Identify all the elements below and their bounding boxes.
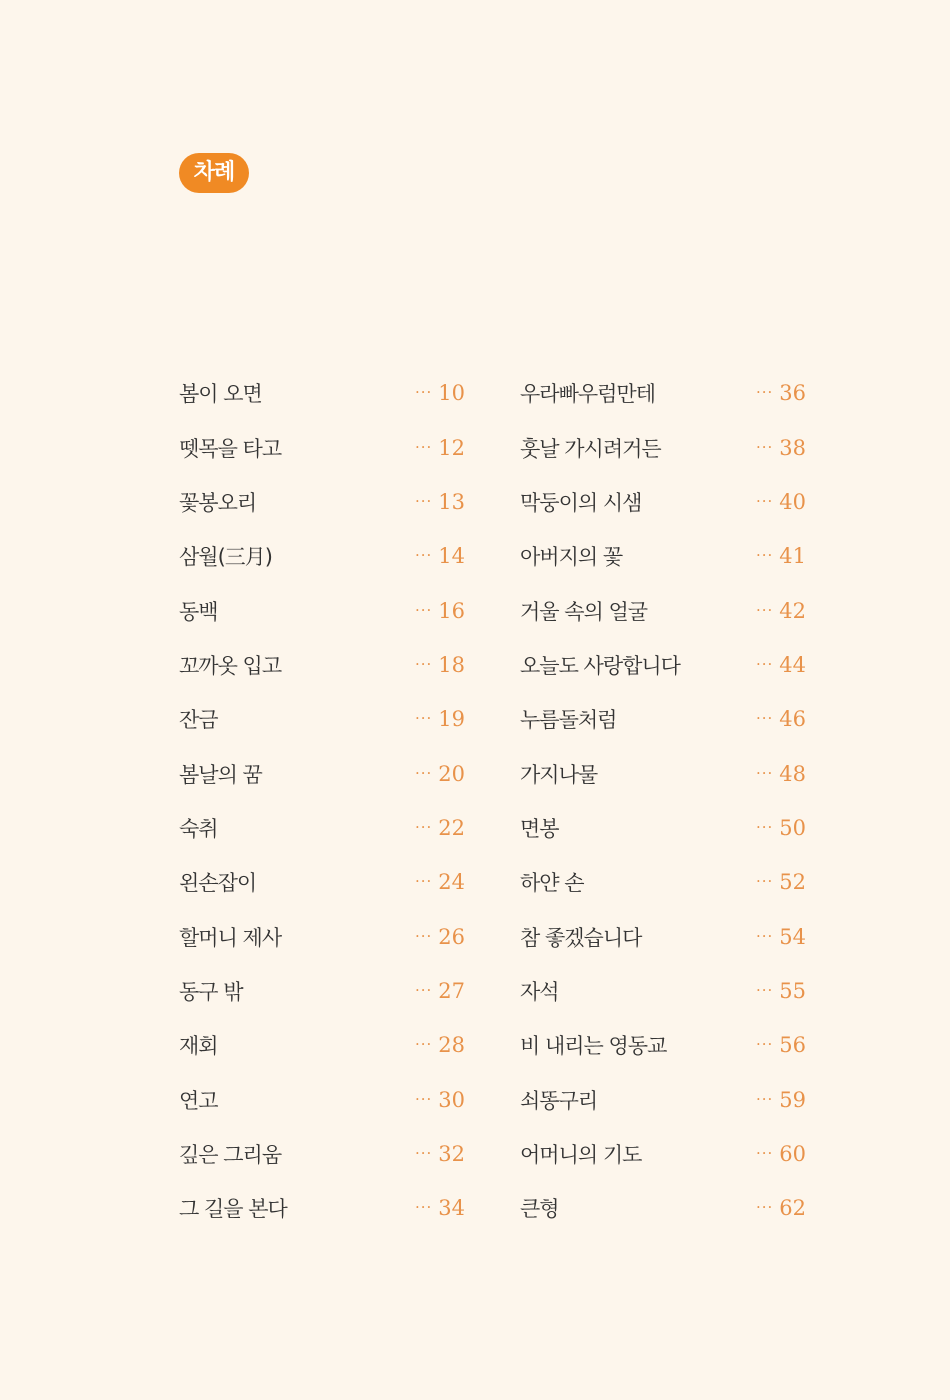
toc-entry-title: 비 내리는 영동교 (520, 1034, 667, 1059)
toc-entry-page-ref (756, 979, 806, 1003)
toc-entry-page-number: 41 (779, 544, 806, 569)
toc-entry-page-number: 14 (438, 544, 465, 569)
toc-entry-page-number: 24 (438, 870, 465, 895)
toc-entry (179, 855, 465, 909)
toc-entry-title: 자석 (520, 979, 559, 1004)
toc-entry-page-ref (756, 1142, 806, 1166)
toc-entry-page-ref (756, 816, 806, 840)
toc-entry-title: 삼월(三月) (179, 545, 272, 570)
toc-entry (520, 1072, 806, 1126)
toc-entry-page-number: 48 (779, 761, 806, 786)
toc-badge: 차례 (179, 153, 249, 193)
toc-entry-title: 연고 (179, 1088, 218, 1113)
leader-dots: ··· (755, 1143, 774, 1162)
toc-entry (520, 583, 806, 637)
toc-entry (179, 909, 465, 963)
leader-dots: ··· (755, 817, 774, 836)
toc-entry-page-number: 12 (438, 435, 465, 460)
toc-entry (179, 1018, 465, 1072)
toc-entry-page-ref (415, 599, 465, 623)
toc-entry-page-number: 60 (779, 1141, 806, 1166)
toc-entry-page-number: 52 (779, 870, 806, 895)
toc-entry-page-ref (756, 544, 806, 568)
toc-entry-title: 동백 (179, 599, 218, 624)
toc-entry (179, 1181, 465, 1235)
toc-entry-page-number: 42 (779, 598, 806, 623)
toc-entry-page-number: 46 (779, 707, 806, 732)
toc-entry (179, 638, 465, 692)
toc-entry-page-ref (756, 870, 806, 894)
toc-entry-page-number: 16 (438, 598, 465, 623)
toc-entry (520, 1018, 806, 1072)
leader-dots: ··· (755, 709, 774, 728)
leader-dots: ··· (414, 1143, 433, 1162)
leader-dots: ··· (755, 546, 774, 565)
toc-entry-title: 우라빠우럼만테 (520, 382, 656, 407)
toc-entry-page-ref (756, 1088, 806, 1112)
toc-entry-page-number: 18 (438, 652, 465, 677)
leader-dots: ··· (414, 763, 433, 782)
toc-entry (520, 420, 806, 474)
toc-entry-page-number: 62 (779, 1196, 806, 1221)
leader-dots: ··· (755, 1035, 774, 1054)
toc-entry-page-ref (415, 762, 465, 786)
toc-entry-page-number: 56 (779, 1033, 806, 1058)
toc-entry-title: 누름돌처럼 (520, 708, 617, 733)
toc-entry-title: 뗏목을 타고 (179, 436, 282, 461)
toc-entry-page-ref (415, 925, 465, 949)
toc-entry-page-ref (756, 707, 806, 731)
toc-entry-page-ref (415, 1142, 465, 1166)
toc-entry-page-number: 20 (438, 761, 465, 786)
toc-entry-page-ref (756, 490, 806, 514)
toc-entry-page-ref (756, 436, 806, 460)
toc-entry (520, 964, 806, 1018)
toc-entry-title: 하얀 손 (520, 871, 584, 896)
toc-entry-page-number: 34 (438, 1196, 465, 1221)
leader-dots: ··· (414, 437, 433, 456)
toc-entry (179, 583, 465, 637)
toc-entry (179, 801, 465, 855)
toc-entry (179, 692, 465, 746)
toc-entry (179, 366, 465, 420)
toc-entry-page-ref (756, 925, 806, 949)
toc-entry-title: 어머니의 기도 (520, 1142, 642, 1167)
toc-entry (520, 366, 806, 420)
toc-entry-page-ref (415, 653, 465, 677)
toc-entry-page-number: 22 (438, 815, 465, 840)
leader-dots: ··· (414, 546, 433, 565)
toc-entry-page-number: 54 (779, 924, 806, 949)
leader-dots: ··· (414, 383, 433, 402)
toc-entry-page-ref (756, 599, 806, 623)
toc-entry (179, 529, 465, 583)
toc-entry-page-ref (756, 762, 806, 786)
leader-dots: ··· (414, 926, 433, 945)
leader-dots: ··· (755, 872, 774, 891)
leader-dots: ··· (414, 491, 433, 510)
toc-entry (520, 909, 806, 963)
toc-entry (179, 420, 465, 474)
toc-entry-title: 왼손잡이 (179, 871, 257, 896)
leader-dots: ··· (755, 1089, 774, 1108)
toc-entry-page-ref (415, 816, 465, 840)
toc-entry-title: 아버지의 꽃 (520, 545, 623, 570)
toc-entry-page-number: 40 (779, 489, 806, 514)
toc-entry-title: 깊은 그리움 (179, 1142, 282, 1167)
toc-entry-title: 오늘도 사랑합니다 (520, 653, 680, 678)
toc-entry-page-number: 36 (779, 381, 806, 406)
toc-entry-page-number: 27 (438, 978, 465, 1003)
toc-entry-page-ref (415, 870, 465, 894)
toc-entry-title: 가지나물 (520, 762, 598, 787)
toc-entry-page-number: 30 (438, 1087, 465, 1112)
toc-entry (520, 1127, 806, 1181)
leader-dots: ··· (755, 600, 774, 619)
toc-entry (520, 746, 806, 800)
toc-entry-page-ref (415, 1033, 465, 1057)
toc-entry-title: 꽃봉오리 (179, 490, 257, 515)
toc-entry-page-number: 32 (438, 1141, 465, 1166)
leader-dots: ··· (414, 980, 433, 999)
toc-entry (520, 475, 806, 529)
toc-entry-title: 면봉 (520, 816, 559, 841)
leader-dots: ··· (755, 654, 774, 673)
toc-entry-page-ref (415, 1088, 465, 1112)
leader-dots: ··· (755, 437, 774, 456)
leader-dots: ··· (755, 383, 774, 402)
toc-entry-title: 재회 (179, 1034, 218, 1059)
leader-dots: ··· (414, 872, 433, 891)
toc-entry-page-number: 13 (438, 489, 465, 514)
toc-entry-page-number: 19 (438, 707, 465, 732)
toc-column-right (520, 366, 806, 1236)
toc-entry-title: 봄날의 꿈 (179, 762, 262, 787)
toc-entry-page-ref (415, 1196, 465, 1220)
leader-dots: ··· (755, 926, 774, 945)
toc-entry-title: 봄이 오면 (179, 382, 262, 407)
toc-entry-page-ref (415, 490, 465, 514)
toc-entry (520, 1181, 806, 1235)
toc-entry (520, 692, 806, 746)
toc-entry-title: 쇠똥구리 (520, 1088, 598, 1113)
leader-dots: ··· (755, 980, 774, 999)
toc-entry (179, 964, 465, 1018)
toc-entry-title: 잔금 (179, 708, 218, 733)
toc-entry-title: 거울 속의 얼굴 (520, 599, 648, 624)
toc-entry-title: 할머니 제사 (179, 925, 282, 950)
toc-entry-title: 숙취 (179, 816, 218, 841)
toc-entry-page-ref (756, 1196, 806, 1220)
toc-entry (179, 1072, 465, 1126)
toc-entry-page-number: 50 (779, 815, 806, 840)
toc-entry-title: 꼬까옷 입고 (179, 653, 282, 678)
toc-entry-page-ref (415, 436, 465, 460)
toc-entry-page-number: 55 (779, 978, 806, 1003)
toc-entry (520, 529, 806, 583)
toc-entry (179, 1127, 465, 1181)
leader-dots: ··· (755, 1198, 774, 1217)
leader-dots: ··· (755, 763, 774, 782)
leader-dots: ··· (755, 491, 774, 510)
toc-entry-page-number: 26 (438, 924, 465, 949)
leader-dots: ··· (414, 817, 433, 836)
toc-entry-page-number: 10 (438, 381, 465, 406)
leader-dots: ··· (414, 654, 433, 673)
toc-entry-title: 큰형 (520, 1197, 559, 1222)
toc-column-left (179, 366, 465, 1236)
leader-dots: ··· (414, 1035, 433, 1054)
toc-entry (520, 638, 806, 692)
toc-entry-page-ref (415, 979, 465, 1003)
toc-entry-page-number: 38 (779, 435, 806, 460)
toc-entry-title: 훗날 가시려거든 (520, 436, 661, 461)
toc-entry (179, 746, 465, 800)
toc-entry (520, 801, 806, 855)
toc-entry-page-number: 59 (779, 1087, 806, 1112)
toc-entry-page-ref (756, 653, 806, 677)
toc-entry-page-ref (415, 544, 465, 568)
toc-entry-title: 참 좋겠습니다 (520, 925, 642, 950)
toc-entry-page-number: 28 (438, 1033, 465, 1058)
leader-dots: ··· (414, 1089, 433, 1108)
toc-entry-title: 막둥이의 시샘 (520, 490, 642, 515)
leader-dots: ··· (414, 600, 433, 619)
toc-entry (179, 475, 465, 529)
toc-entry-page-ref (756, 1033, 806, 1057)
toc-entry-title: 그 길을 본다 (179, 1197, 287, 1222)
toc-entry (520, 855, 806, 909)
toc-entry-page-ref (415, 381, 465, 405)
toc-entry-page-ref (756, 381, 806, 405)
toc-entry-page-ref (415, 707, 465, 731)
leader-dots: ··· (414, 709, 433, 728)
toc-entry-title: 동구 밖 (179, 979, 243, 1004)
leader-dots: ··· (414, 1198, 433, 1217)
toc-entry-page-number: 44 (779, 652, 806, 677)
